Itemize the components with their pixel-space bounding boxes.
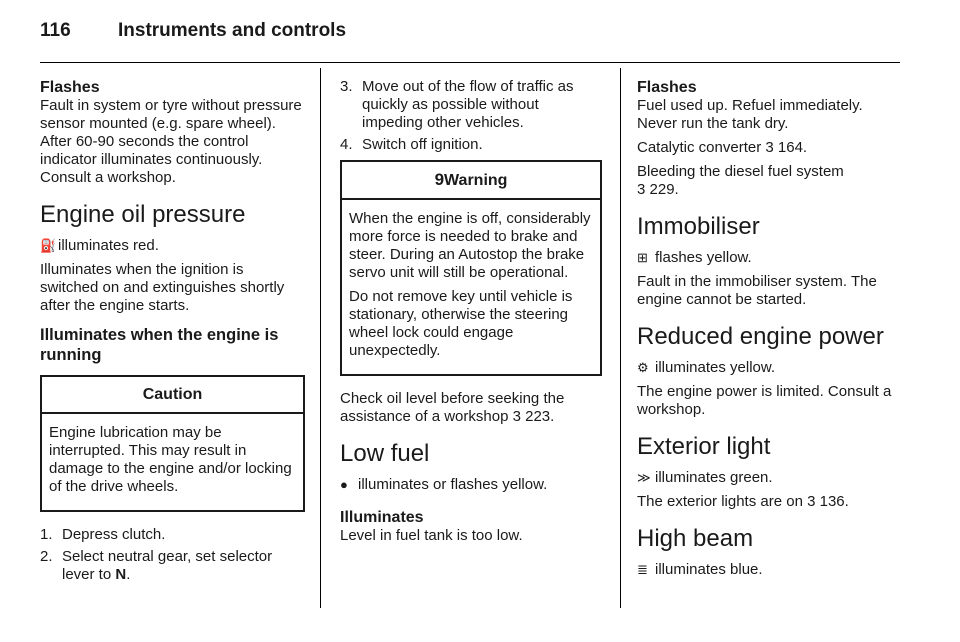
flashes-heading: Flashes: [40, 79, 100, 96]
ext-text: The exterior lights are on 3 136.: [637, 493, 849, 510]
immobiliser-heading: Immobiliser: [637, 213, 760, 240]
oil-can-icon: ⛽: [40, 238, 57, 253]
engine-power-icon: ⚙: [637, 360, 649, 375]
steps-list-continued: [340, 78, 602, 154]
high-beam-indicator-line: ≣ illuminates blue.: [637, 561, 763, 578]
page-number: 116: [40, 20, 71, 41]
low-fuel-heading: Low fuel: [340, 440, 430, 467]
warning-box: [340, 160, 602, 376]
step-text: Switch off ignition.: [362, 136, 483, 153]
check-oil-text: Check oil level before seeking the assistance of a workshop 3 223.: [340, 390, 565, 425]
list-item: [40, 548, 305, 584]
oil-text: Illuminates when the ignition is switched on and extinguishes shortly after the engine starts.: [40, 261, 285, 314]
power-text: The engine power is limited. Consult a workshop.: [637, 383, 892, 418]
warning-title: 9Warning: [342, 162, 600, 200]
caution-title: Caution: [42, 377, 303, 414]
step-text: Select neutral gear, set selector lever to N.: [62, 548, 273, 583]
fuel-flashes-heading: Flashes: [637, 79, 697, 96]
oil-pressure-heading: Engine oil pressure: [40, 201, 246, 228]
page-title: Instruments and controls: [118, 20, 347, 41]
ext-indicator-line: ≫ illuminates green.: [637, 469, 773, 486]
step-text: Depress clutch.: [62, 526, 166, 543]
fuel-icon: ●: [340, 477, 348, 492]
list-item: [40, 526, 305, 544]
warning-text-2: Do not remove key until vehicle is stationary, otherwise the steering wheel lock could engage unexpectedly.: [349, 288, 573, 359]
header-rule: [40, 62, 900, 63]
flashes-text: Fault in system or tyre without pressure sensor mounted (e.g. spare wheel). After 60-90 seconds the control indicator illuminates continuously. Consult a workshop.: [40, 97, 302, 186]
high-beam-icon: ≣: [637, 562, 648, 577]
power-indicator-line: ⚙ illuminates yellow.: [637, 359, 776, 376]
step-number: 4.: [340, 136, 353, 153]
step-number: 3.: [340, 78, 353, 95]
steps-list: [40, 526, 305, 584]
column-1: [40, 78, 305, 588]
column-divider: [320, 68, 321, 608]
list-item: [340, 136, 602, 154]
bleeding-text: Bleeding the diesel fuel system 3 229.: [637, 163, 844, 198]
caution-box: [40, 375, 305, 512]
exterior-light-icon: ≫: [637, 470, 651, 485]
column-3: [637, 78, 899, 585]
fuel-indicator-line: ● illuminates or flashes yellow.: [340, 476, 548, 493]
column-divider: [620, 68, 621, 608]
immobiliser-indicator-line: ⊞ flashes yellow.: [637, 249, 752, 266]
page-header: [40, 20, 346, 42]
catalytic-text: Catalytic converter 3 164.: [637, 139, 808, 156]
exterior-light-heading: Exterior light: [637, 433, 771, 460]
caution-text: Engine lubrication may be interrupted. This may result in damage to the engine and/or locking of the drive wheels.: [49, 424, 292, 495]
warning-icon: 9: [434, 170, 445, 189]
list-item: [340, 78, 602, 132]
page-ref: 3 164.: [765, 139, 808, 156]
car-key-icon: ⊞: [637, 250, 648, 265]
page-ref: 3 223.: [512, 408, 555, 425]
illuminates-heading: Illuminates: [340, 509, 424, 526]
illuminates-text: Level in fuel tank is too low.: [340, 527, 523, 544]
step-text: Move out of the flow of traffic as quickly as possible without impeding other vehicles.: [362, 78, 574, 131]
oil-indicator-text: illuminates red.: [58, 237, 159, 254]
high-beam-heading: High beam: [637, 525, 754, 552]
column-2: [340, 78, 602, 551]
page-ref: 3 136.: [807, 493, 849, 510]
step-number: 1.: [40, 526, 53, 543]
immobiliser-text: Fault in the immobiliser system. The engine cannot be started.: [637, 273, 877, 308]
reduced-power-heading: Reduced engine power: [637, 323, 884, 350]
warning-text-1: When the engine is off, considerably more force is needed to brake and steer. During an Autostop the brake servo unit will still be operational.: [349, 210, 591, 281]
oil-indicator-line: [40, 237, 305, 255]
running-heading: Illuminates when the engine is running: [40, 326, 279, 364]
step-number: 2.: [40, 548, 53, 565]
page-ref: 3 229.: [637, 181, 679, 198]
fuel-flashes-text: Fuel used up. Refuel immediately. Never run the tank dry.: [637, 97, 863, 132]
